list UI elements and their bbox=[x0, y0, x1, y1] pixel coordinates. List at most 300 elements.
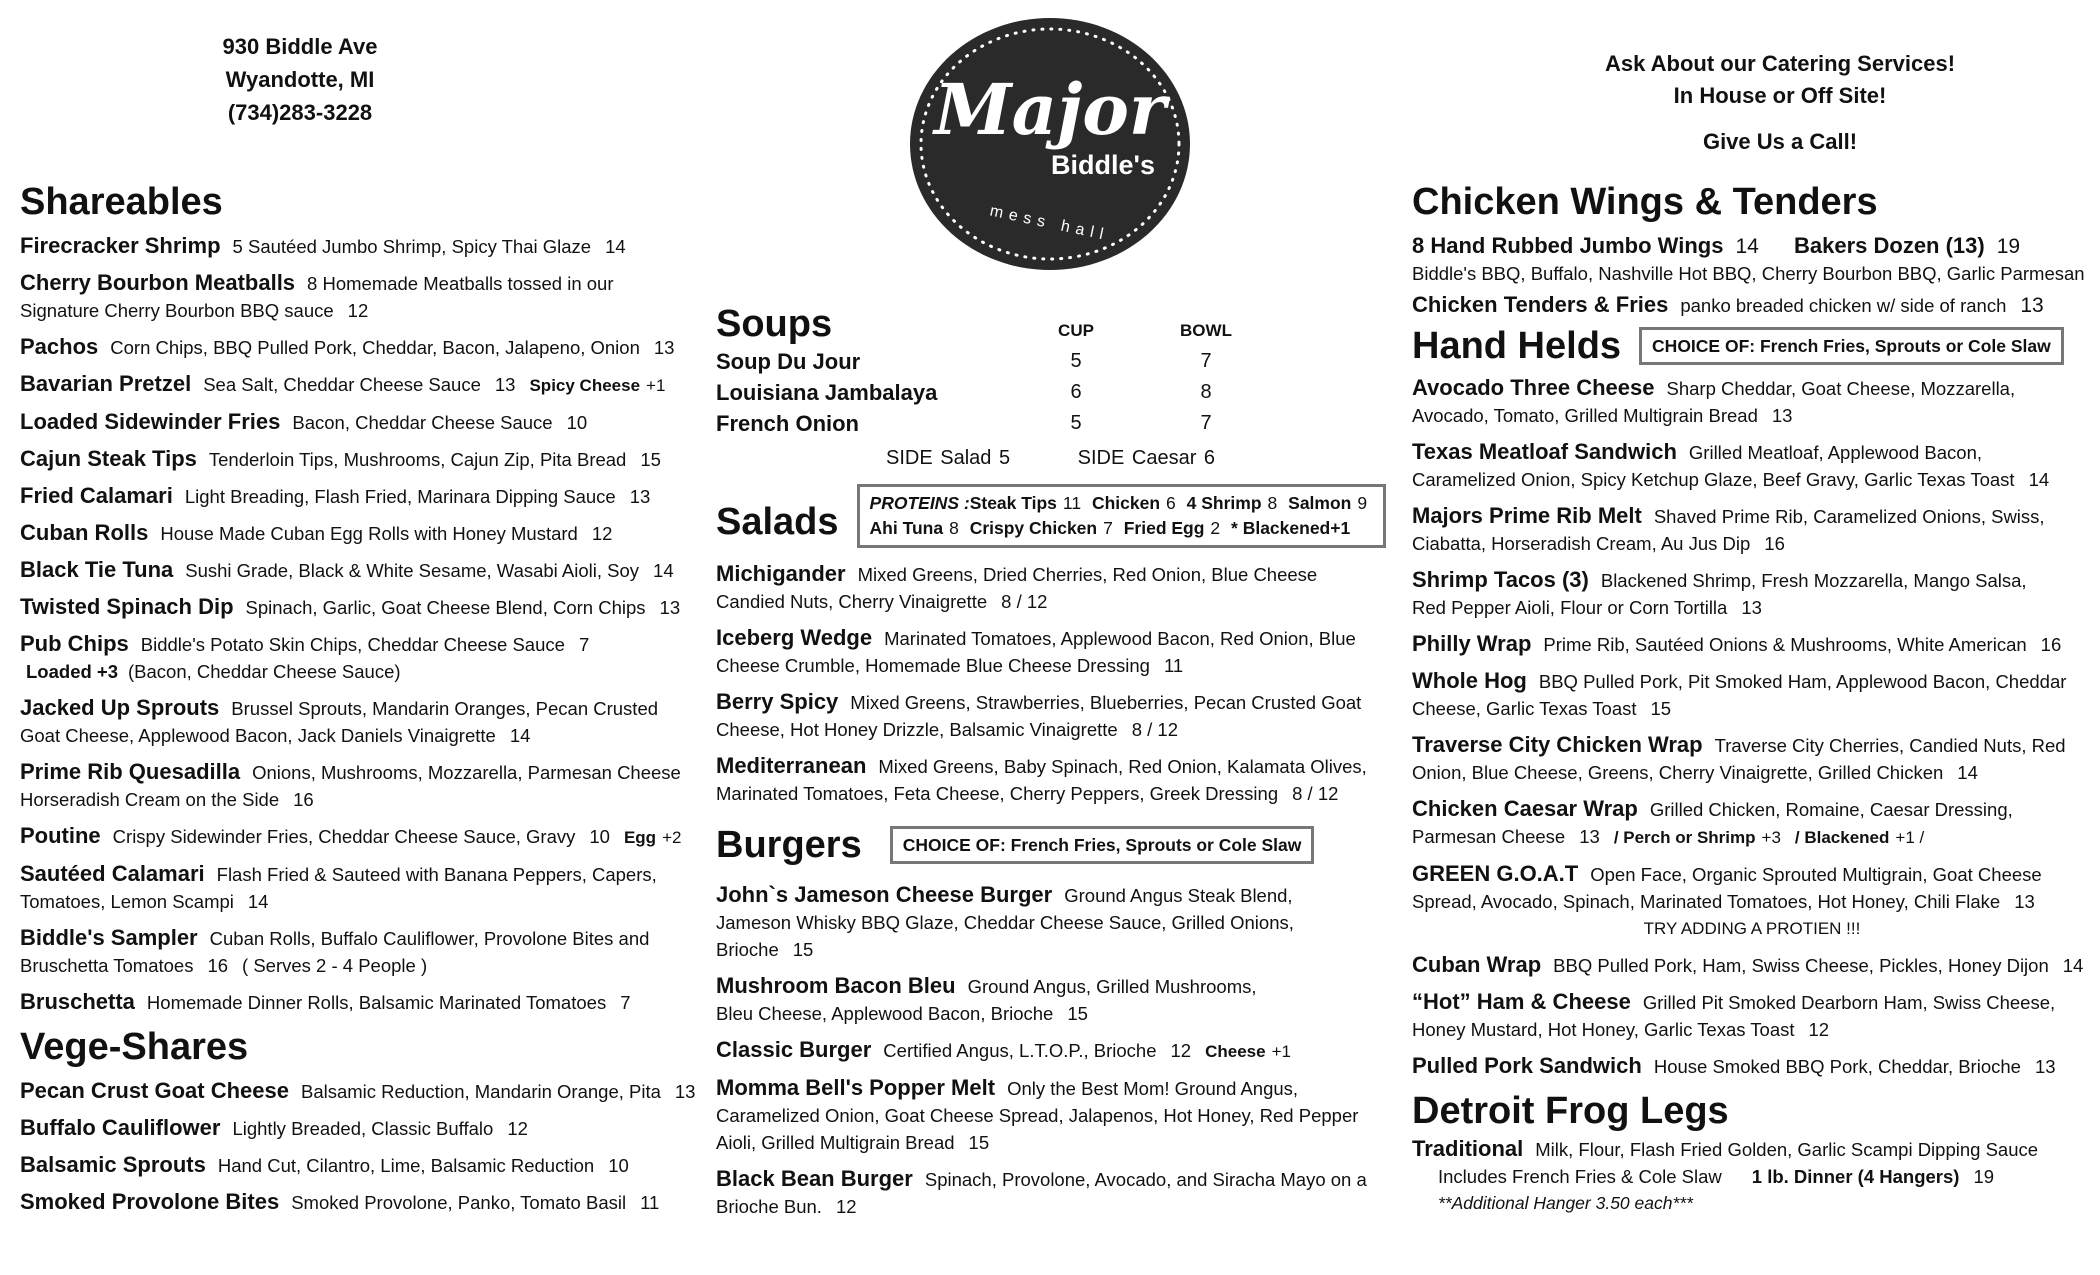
item-desc: Biddle's Potato Skin Chips, Cheddar Cheese Sauce bbox=[140, 634, 565, 655]
item-price: 11 bbox=[640, 1192, 660, 1213]
addon-option: / Perch or Shrimp bbox=[1613, 828, 1756, 847]
menu-item bbox=[20, 988, 700, 1016]
column-right bbox=[1412, 180, 2092, 1226]
menu-item bbox=[1412, 374, 2092, 429]
burgers-choice-box: CHOICE OF: French Fries, Sprouts or Cole Slaw bbox=[890, 826, 1315, 864]
item-name: Cuban Wrap bbox=[1412, 952, 1542, 977]
item-desc: Balsamic Reduction, Mandarin Orange, Pita bbox=[300, 1081, 661, 1102]
item-desc: BBQ Pulled Pork, Ham, Swiss Cheese, Pickles, Honey Dijon bbox=[1553, 955, 2049, 976]
item-name: Berry Spicy bbox=[716, 689, 839, 714]
menu-item bbox=[20, 1114, 700, 1142]
soup-cup-price: 5 bbox=[1070, 350, 1082, 372]
catering-line: In House or Off Site! bbox=[1673, 83, 1887, 108]
wing-sauces: Biddle's BBQ, Buffalo, Nashville Hot BBQ, Cherry Bourbon BBQ, Garlic Parmesan bbox=[1412, 263, 2085, 284]
item-note: TRY ADDING A PROTIEN !!! bbox=[1643, 919, 1861, 938]
item-price: 13 bbox=[2014, 891, 2035, 912]
menu-item bbox=[20, 630, 700, 685]
item-price: 12 bbox=[347, 300, 369, 321]
item-desc-cont: Brioche Bun. bbox=[716, 1196, 822, 1217]
item-name: Iceberg Wedge bbox=[716, 625, 873, 650]
protein-price: 2 bbox=[1210, 518, 1221, 538]
item-addon-price: +1 bbox=[1271, 1042, 1291, 1061]
item-desc: Grilled Chicken, Romaine, Caesar Dressing, bbox=[1649, 799, 2013, 820]
item-price: 11 bbox=[1163, 655, 1184, 676]
item-name: Fried Calamari bbox=[20, 483, 173, 508]
protein-name: * Blackened bbox=[1231, 518, 1331, 538]
protein-price: 9 bbox=[1357, 493, 1368, 513]
item-name: Black Bean Burger bbox=[716, 1166, 913, 1191]
major-biddles-logo bbox=[908, 16, 1193, 272]
item-name: Bakers Dozen (13) bbox=[1793, 233, 1985, 258]
item-desc: panko breaded chicken w/ side of ranch bbox=[1680, 295, 2007, 316]
item-desc-cont: Horseradish Cream on the Side bbox=[20, 789, 280, 810]
item-desc-cont: Ciabatta, Horseradish Cream, Au Jus Dip bbox=[1412, 533, 1751, 554]
protein-price: 6 bbox=[1166, 493, 1176, 513]
item-price: 13 bbox=[653, 337, 675, 358]
soup-cup-price: 5 bbox=[1070, 412, 1082, 434]
item-price: 14 bbox=[247, 891, 269, 912]
menu-item bbox=[20, 593, 700, 621]
section-title-burgers: Burgers bbox=[716, 824, 862, 866]
item-desc-line2 bbox=[1412, 530, 2092, 557]
item-name: Philly Wrap bbox=[1412, 631, 1532, 656]
item-name: 8 Hand Rubbed Jumbo Wings bbox=[1412, 233, 1724, 258]
item-desc-cont: Caramelized Onion, Goat Cheese Spread, Jalapenos, Hot Honey, Red Pepper bbox=[716, 1105, 1359, 1126]
item-desc: Traverse City Cherries, Candied Nuts, Red bbox=[1714, 735, 2066, 756]
item-desc-cont: Caramelized Onion, Spicy Ketchup Glaze, Beef Gravy, Garlic Texas Toast bbox=[1412, 469, 2015, 490]
item-desc-cont: Marinated Tomatoes, Feta Cheese, Cherry Peppers, Greek Dressing bbox=[716, 783, 1279, 804]
item-desc-line2 bbox=[716, 1000, 1396, 1027]
item-price: 14 bbox=[2028, 469, 2050, 490]
item-addon: Egg bbox=[623, 828, 657, 847]
wings-item bbox=[1412, 232, 2092, 287]
item-price: 14 bbox=[605, 236, 626, 257]
item-price: 10 bbox=[566, 412, 588, 433]
item-desc-line2 bbox=[1412, 594, 2092, 621]
menu-item bbox=[1412, 951, 2092, 979]
item-price: 13 bbox=[2020, 294, 2044, 317]
item-name: GREEN G.O.A.T bbox=[1412, 861, 1579, 886]
item-desc: Ground Angus Steak Blend, bbox=[1064, 885, 1293, 906]
item-name: Bavarian Pretzel bbox=[20, 371, 192, 396]
section-title-vege: Vege-Shares bbox=[20, 1026, 249, 1068]
item-desc: Tenderloin Tips, Mushrooms, Cajun Zip, Pita Bread bbox=[208, 449, 627, 470]
item-desc-line2 bbox=[1412, 823, 2092, 851]
soup-bowl-price: 7 bbox=[1200, 412, 1212, 434]
menu-item bbox=[1412, 630, 2092, 658]
menu-item bbox=[716, 560, 1396, 615]
item-desc-line2 bbox=[1412, 695, 2092, 722]
soup-bowl-price: 7 bbox=[1200, 350, 1212, 372]
item-price: 13 bbox=[2034, 1056, 2056, 1077]
item-desc-cont: Avocado, Tomato, Grilled Multigrain Bread bbox=[1412, 405, 1758, 426]
menu-item bbox=[716, 881, 1396, 963]
item-sub-desc: (Bacon, Cheddar Cheese Sauce) bbox=[128, 661, 401, 682]
item-price: 12 bbox=[507, 1118, 528, 1139]
item-price: 14 bbox=[509, 725, 531, 746]
protein-price: +1 bbox=[1330, 518, 1351, 538]
frog-item bbox=[1412, 1135, 2092, 1217]
item-desc: Bacon, Cheddar Cheese Sauce bbox=[292, 412, 553, 433]
menu-item bbox=[20, 822, 700, 851]
menu-item bbox=[20, 232, 700, 260]
soup-name: Louisiana Jambalaya bbox=[716, 380, 938, 405]
item-price: 13 bbox=[659, 597, 681, 618]
item-addon-price: +1 bbox=[646, 376, 666, 395]
menu-item bbox=[1412, 502, 2092, 557]
item-name: Poutine bbox=[20, 823, 101, 848]
item-price: 15 bbox=[792, 939, 814, 960]
item-desc: Mixed Greens, Baby Spinach, Red Onion, Kalamata Olives, bbox=[878, 756, 1367, 777]
section-title-soups: Soups bbox=[716, 303, 833, 345]
protein-price: 8 bbox=[949, 518, 959, 538]
menu-item bbox=[1412, 988, 2092, 1043]
item-desc-cont: Cheese, Garlic Texas Toast bbox=[1412, 698, 1637, 719]
menu-item bbox=[716, 1165, 1396, 1220]
section-title-frog: Detroit Frog Legs bbox=[1412, 1090, 1729, 1132]
item-desc: Shaved Prime Rib, Caramelized Onions, Swiss, bbox=[1653, 506, 2045, 527]
item-desc: Lightly Breaded, Classic Buffalo bbox=[232, 1118, 494, 1139]
item-price: 14 bbox=[2062, 955, 2084, 976]
item-desc-line2 bbox=[716, 652, 1396, 679]
menu-item bbox=[20, 1151, 700, 1179]
item-price: 15 bbox=[1067, 1003, 1088, 1024]
item-name: Shrimp Tacos (3) bbox=[1412, 567, 1589, 592]
item-name: Loaded Sidewinder Fries bbox=[20, 409, 281, 434]
item-price: 16 bbox=[293, 789, 314, 810]
item-desc: Spinach, Provolone, Avocado, and Siracha Mayo on a bbox=[924, 1169, 1367, 1190]
item-name: Sautéed Calamari bbox=[20, 861, 205, 886]
section-title-salads: Salads bbox=[716, 501, 839, 543]
protein-name: 4 Shrimp bbox=[1186, 493, 1262, 513]
item-price: 10 bbox=[608, 1155, 629, 1176]
protein-name: Ahi Tuna bbox=[869, 518, 944, 538]
item-name: Firecracker Shrimp bbox=[20, 233, 221, 258]
item-price: 15 bbox=[1650, 698, 1672, 719]
item-desc-line2 bbox=[1412, 888, 2092, 915]
logo-tagline: mess hall bbox=[988, 202, 1111, 245]
item-name: Cajun Steak Tips bbox=[20, 446, 197, 471]
catering-line: Ask About our Catering Services! bbox=[1604, 51, 1956, 76]
frog-dinner-price: 19 bbox=[1973, 1166, 1995, 1187]
item-desc-line2 bbox=[20, 888, 700, 915]
bowl-header: BOWL bbox=[1180, 321, 1232, 340]
protein-name: Steak Tips bbox=[969, 493, 1057, 513]
item-price: 8 / 12 bbox=[1292, 783, 1339, 804]
item-price: 7 bbox=[620, 992, 631, 1013]
item-desc-line2 bbox=[716, 588, 1396, 615]
item-desc: Mixed Greens, Strawberries, Blueberries, Pecan Crusted Goat bbox=[850, 692, 1362, 713]
item-name: Majors Prime Rib Melt bbox=[1412, 503, 1642, 528]
item-desc-line2 bbox=[20, 297, 700, 324]
item-name: Mushroom Bacon Bleu bbox=[716, 973, 956, 998]
item-price: 14 bbox=[1735, 235, 1759, 258]
protein-name: Crispy Chicken bbox=[969, 518, 1098, 538]
item-desc: Only the Best Mom! Ground Angus, bbox=[1007, 1078, 1299, 1099]
item-price: 14 bbox=[653, 560, 674, 581]
menu-item bbox=[1412, 1052, 2092, 1080]
item-desc: Corn Chips, BBQ Pulled Pork, Cheddar, Bacon, Jalapeno, Onion bbox=[110, 337, 640, 358]
catering-call: Give Us a Call! bbox=[1702, 129, 1858, 154]
menu-item bbox=[20, 519, 700, 547]
menu-item bbox=[20, 269, 700, 324]
item-name: Traditional bbox=[1412, 1136, 1524, 1161]
vege-list bbox=[20, 1077, 700, 1216]
menu-item bbox=[1412, 566, 2092, 621]
item-desc: BBQ Pulled Pork, Pit Smoked Ham, Applewood Bacon, Cheddar bbox=[1538, 671, 2067, 692]
burgers-header bbox=[716, 823, 1396, 867]
menu-item bbox=[716, 1074, 1396, 1156]
menu-item bbox=[716, 624, 1396, 679]
item-desc-cont: Signature Cherry Bourbon BBQ sauce bbox=[20, 300, 334, 321]
protein-price: 7 bbox=[1103, 518, 1113, 538]
item-subline bbox=[20, 658, 700, 685]
item-desc: Sharp Cheddar, Goat Cheese, Mozzarella, bbox=[1666, 378, 2016, 399]
cup-header: CUP bbox=[1058, 321, 1094, 340]
soup-name: French Onion bbox=[716, 411, 859, 436]
tenders-item bbox=[1412, 291, 2092, 319]
city-line: Wyandotte, MI bbox=[225, 67, 375, 92]
menu-item bbox=[1412, 667, 2092, 722]
item-name: Buffalo Cauliflower bbox=[20, 1115, 221, 1140]
catering-notice bbox=[1530, 48, 2030, 158]
menu-item bbox=[1412, 795, 2092, 851]
item-price: 13 bbox=[629, 486, 651, 507]
handhelds-choice-box: CHOICE OF: French Fries, Sprouts or Cole Slaw bbox=[1639, 327, 2064, 365]
addon-price: +3 bbox=[1761, 828, 1781, 847]
item-price: 13 bbox=[1579, 826, 1600, 847]
item-desc-cont: Bruschetta Tomatoes bbox=[20, 955, 194, 976]
item-desc: Marinated Tomatoes, Applewood Bacon, Red Onion, Blue bbox=[884, 628, 1356, 649]
item-name: Texas Meatloaf Sandwich bbox=[1412, 439, 1677, 464]
frog-extra-hanger: **Additional Hanger 3.50 each*** bbox=[1438, 1193, 1693, 1213]
item-price: 19 bbox=[1996, 235, 2021, 258]
address-line: 930 Biddle Ave bbox=[222, 34, 378, 59]
item-name: Twisted Spinach Dip bbox=[20, 594, 234, 619]
menu-item bbox=[20, 408, 700, 436]
item-desc-cont: Aioli, Grilled Multigrain Bread bbox=[716, 1132, 955, 1153]
item-addon: Cheese bbox=[1205, 1042, 1266, 1061]
item-desc: Hand Cut, Cilantro, Lime, Balsamic Reduction bbox=[217, 1155, 595, 1176]
item-price: 12 bbox=[591, 523, 613, 544]
item-desc: Certified Angus, L.T.O.P., Brioche bbox=[883, 1040, 1157, 1061]
item-desc-line2 bbox=[716, 909, 1396, 963]
item-name: Prime Rib Quesadilla bbox=[20, 759, 241, 784]
item-desc-line2 bbox=[1412, 1016, 2092, 1043]
section-title-shareables: Shareables bbox=[20, 181, 223, 223]
soup-bowl-price: 8 bbox=[1200, 381, 1212, 403]
burgers-list bbox=[716, 881, 1396, 1220]
item-name: Pachos bbox=[20, 334, 99, 359]
item-desc-cont: Bleu Cheese, Applewood Bacon, Brioche bbox=[716, 1003, 1054, 1024]
item-desc-cont: Jameson Whisky BBQ Glaze, Cheddar Cheese Sauce, Grilled Onions, Brioche bbox=[716, 912, 1294, 960]
item-desc: Open Face, Organic Sprouted Multigrain, Goat Cheese bbox=[1590, 864, 2042, 885]
item-name: Biddle's Sampler bbox=[20, 925, 198, 950]
item-desc-line2 bbox=[716, 716, 1396, 743]
item-price: 16 bbox=[207, 955, 229, 976]
item-desc-cont: Cheese Crumble, Homemade Blue Cheese Dressing bbox=[716, 655, 1150, 676]
item-name: John`s Jameson Cheese Burger bbox=[716, 882, 1053, 907]
item-desc: Light Breading, Flash Fried, Marinara Dipping Sauce bbox=[184, 486, 616, 507]
item-desc: Smoked Provolone, Panko, Tomato Basil bbox=[291, 1192, 627, 1213]
item-desc-line2 bbox=[1412, 759, 2092, 786]
menu-item bbox=[716, 752, 1396, 807]
item-desc: Cuban Rolls, Buffalo Cauliflower, Provolone Bites and bbox=[209, 928, 650, 949]
item-price: 16 bbox=[1764, 533, 1785, 554]
item-desc: Onions, Mushrooms, Mozzarella, Parmesan Cheese bbox=[252, 762, 681, 783]
item-desc: Prime Rib, Sautéed Onions & Mushrooms, White American bbox=[1543, 634, 2027, 655]
item-desc: Milk, Flour, Flash Fried Golden, Garlic Scampi Dipping Sauce bbox=[1535, 1139, 2039, 1160]
item-name: Momma Bell's Popper Melt bbox=[716, 1075, 996, 1100]
phone-number: (734)283-3228 bbox=[227, 100, 373, 125]
item-price: 7 bbox=[578, 634, 590, 655]
item-name: Traverse City Chicken Wrap bbox=[1412, 732, 1703, 757]
menu-item bbox=[20, 370, 700, 399]
item-note: ( Serves 2 - 4 People ) bbox=[242, 955, 428, 976]
item-price: 12 bbox=[1808, 1019, 1830, 1040]
protein-price: 11 bbox=[1062, 493, 1082, 513]
item-name: Chicken Tenders & Fries bbox=[1412, 292, 1669, 317]
item-name: Whole Hog bbox=[1412, 668, 1527, 693]
menu-item bbox=[20, 694, 700, 749]
salads-header bbox=[716, 484, 1396, 548]
item-name: Pulled Pork Sandwich bbox=[1412, 1053, 1642, 1078]
protein-name: Salmon bbox=[1288, 493, 1352, 513]
item-addon-price: +2 bbox=[662, 828, 682, 847]
item-desc-line2 bbox=[20, 786, 700, 813]
item-desc: Sushi Grade, Black & White Sesame, Wasabi Aioli, Soy bbox=[185, 560, 640, 581]
item-desc-cont: Tomatoes, Lemon Scampi bbox=[20, 891, 234, 912]
item-name: Pecan Crust Goat Cheese bbox=[20, 1078, 289, 1103]
protein-name: Fried Egg bbox=[1123, 518, 1205, 538]
item-price: 8 / 12 bbox=[1131, 719, 1178, 740]
menu-item bbox=[20, 1077, 700, 1105]
item-desc: Sea Salt, Cheddar Cheese Sauce bbox=[203, 374, 481, 395]
soup-sides bbox=[886, 447, 1396, 470]
item-name: Balsamic Sprouts bbox=[20, 1152, 206, 1177]
item-price: 10 bbox=[589, 826, 610, 847]
item-desc-cont: Goat Cheese, Applewood Bacon, Jack Daniels Vinaigrette bbox=[20, 725, 496, 746]
item-price: 13 bbox=[494, 374, 516, 395]
item-desc: 8 Homemade Meatballs tossed in our bbox=[307, 273, 614, 294]
menu-item bbox=[20, 860, 700, 915]
item-name: Avocado Three Cheese bbox=[1412, 375, 1655, 400]
logo-sub-text: Biddle's bbox=[1051, 150, 1155, 180]
item-price: 13 bbox=[1741, 597, 1762, 618]
item-desc: Grilled Meatloaf, Applewood Bacon, bbox=[1688, 442, 1982, 463]
item-price: 13 bbox=[1771, 405, 1793, 426]
item-desc-line3 bbox=[716, 1129, 1396, 1156]
item-price: 16 bbox=[2040, 634, 2062, 655]
protein-price: 8 bbox=[1267, 493, 1278, 513]
item-price: 8 / 12 bbox=[1001, 591, 1048, 612]
item-price: 15 bbox=[968, 1132, 990, 1153]
menu-item bbox=[1412, 438, 2092, 493]
item-price: 12 bbox=[1170, 1040, 1192, 1061]
item-name: “Hot” Ham & Cheese bbox=[1412, 989, 1631, 1014]
section-title-wings: Chicken Wings & Tenders bbox=[1412, 181, 1878, 223]
item-name: Cuban Rolls bbox=[20, 520, 149, 545]
item-desc: Homemade Dinner Rolls, Balsamic Marinated Tomatoes bbox=[146, 992, 607, 1013]
item-desc-line2 bbox=[1412, 402, 2092, 429]
menu-item bbox=[20, 556, 700, 584]
item-name: Chicken Caesar Wrap bbox=[1412, 796, 1638, 821]
item-desc: Crispy Sidewinder Fries, Cheddar Cheese Sauce, Gravy bbox=[112, 826, 576, 847]
item-name: Black Tie Tuna bbox=[20, 557, 174, 582]
item-desc-line2 bbox=[1412, 466, 2092, 493]
item-desc-cont: Parmesan Cheese bbox=[1412, 826, 1566, 847]
item-name: Pub Chips bbox=[20, 631, 129, 656]
menu-item bbox=[20, 1188, 700, 1216]
side-caesar: SIDE Caesar 6 bbox=[1077, 447, 1216, 469]
menu-item bbox=[20, 333, 700, 361]
side-salad: SIDE Salad 5 bbox=[886, 447, 1011, 469]
item-desc: Spinach, Garlic, Goat Cheese Blend, Corn Chips bbox=[245, 597, 646, 618]
soup-cup-price: 6 bbox=[1070, 381, 1082, 403]
addon-price: +1 / bbox=[1895, 828, 1925, 847]
address-block bbox=[150, 30, 450, 129]
item-desc-cont: Spread, Avocado, Spinach, Marinated Tomatoes, Hot Honey, Chili Flake bbox=[1412, 891, 2001, 912]
item-desc: Flash Fried & Sauteed with Banana Peppers, Capers, bbox=[216, 864, 657, 885]
soups-table bbox=[716, 302, 1396, 439]
menu-item bbox=[716, 1036, 1396, 1065]
item-desc-cont: Red Pepper Aioli, Flour or Corn Tortilla bbox=[1412, 597, 1728, 618]
item-name: Smoked Provolone Bites bbox=[20, 1189, 280, 1214]
proteins-label: PROTEINS : bbox=[869, 493, 970, 513]
logo-main-text: Major bbox=[934, 68, 1166, 151]
column-middle bbox=[716, 302, 1396, 1229]
item-price: 13 bbox=[674, 1081, 696, 1102]
item-name: Jacked Up Sprouts bbox=[20, 695, 220, 720]
item-name: Mediterranean bbox=[716, 753, 867, 778]
handhelds-header bbox=[1412, 324, 2092, 368]
section-title-handhelds: Hand Helds bbox=[1412, 325, 1622, 367]
column-left bbox=[20, 180, 700, 1225]
menu-item bbox=[716, 688, 1396, 743]
protein-name: Chicken bbox=[1091, 493, 1161, 513]
item-name: Classic Burger bbox=[716, 1037, 872, 1062]
item-desc-line2 bbox=[716, 1193, 1396, 1220]
item-price: 14 bbox=[1957, 762, 1978, 783]
salads-list bbox=[716, 560, 1396, 807]
item-name: Cherry Bourbon Meatballs bbox=[20, 270, 296, 295]
item-desc-line2 bbox=[20, 952, 700, 979]
item-desc: Brussel Sprouts, Mandarin Oranges, Pecan Crusted bbox=[231, 698, 659, 719]
item-desc: Mixed Greens, Dried Cherries, Red Onion, Blue Cheese bbox=[857, 564, 1318, 585]
item-desc: House Smoked BBQ Pork, Cheddar, Brioche bbox=[1653, 1056, 2021, 1077]
frog-sides: Includes French Fries & Cole Slaw bbox=[1438, 1166, 1722, 1187]
item-desc: 5 Sautéed Jumbo Shrimp, Spicy Thai Glaze bbox=[232, 236, 592, 257]
frog-dinner: 1 lb. Dinner (4 Hangers) bbox=[1751, 1166, 1960, 1187]
item-price: 15 bbox=[640, 449, 661, 470]
item-sub-label: Loaded +3 bbox=[26, 661, 119, 682]
item-desc: Grilled Pit Smoked Dearborn Ham, Swiss Cheese, bbox=[1642, 992, 2056, 1013]
item-desc-cont: Honey Mustard, Hot Honey, Garlic Texas Toast bbox=[1412, 1019, 1795, 1040]
menu-item bbox=[20, 445, 700, 473]
frog-includes bbox=[1412, 1163, 2092, 1190]
handhelds-list bbox=[1412, 374, 2092, 1080]
menu-item bbox=[1412, 860, 2092, 942]
item-desc: House Made Cuban Egg Rolls with Honey Mustard bbox=[160, 523, 578, 544]
menu-item bbox=[20, 924, 700, 979]
item-desc-cont: Onion, Blue Cheese, Greens, Cherry Vinaigrette, Grilled Chicken bbox=[1412, 762, 1944, 783]
item-desc-cont: Cheese, Hot Honey Drizzle, Balsamic Vinaigrette bbox=[716, 719, 1118, 740]
shareables-list bbox=[20, 232, 700, 1016]
menu-item bbox=[20, 758, 700, 813]
item-desc: Blackened Shrimp, Fresh Mozzarella, Mango Salsa, bbox=[1600, 570, 2027, 591]
menu-item bbox=[20, 482, 700, 510]
item-name: Michigander bbox=[716, 561, 846, 586]
